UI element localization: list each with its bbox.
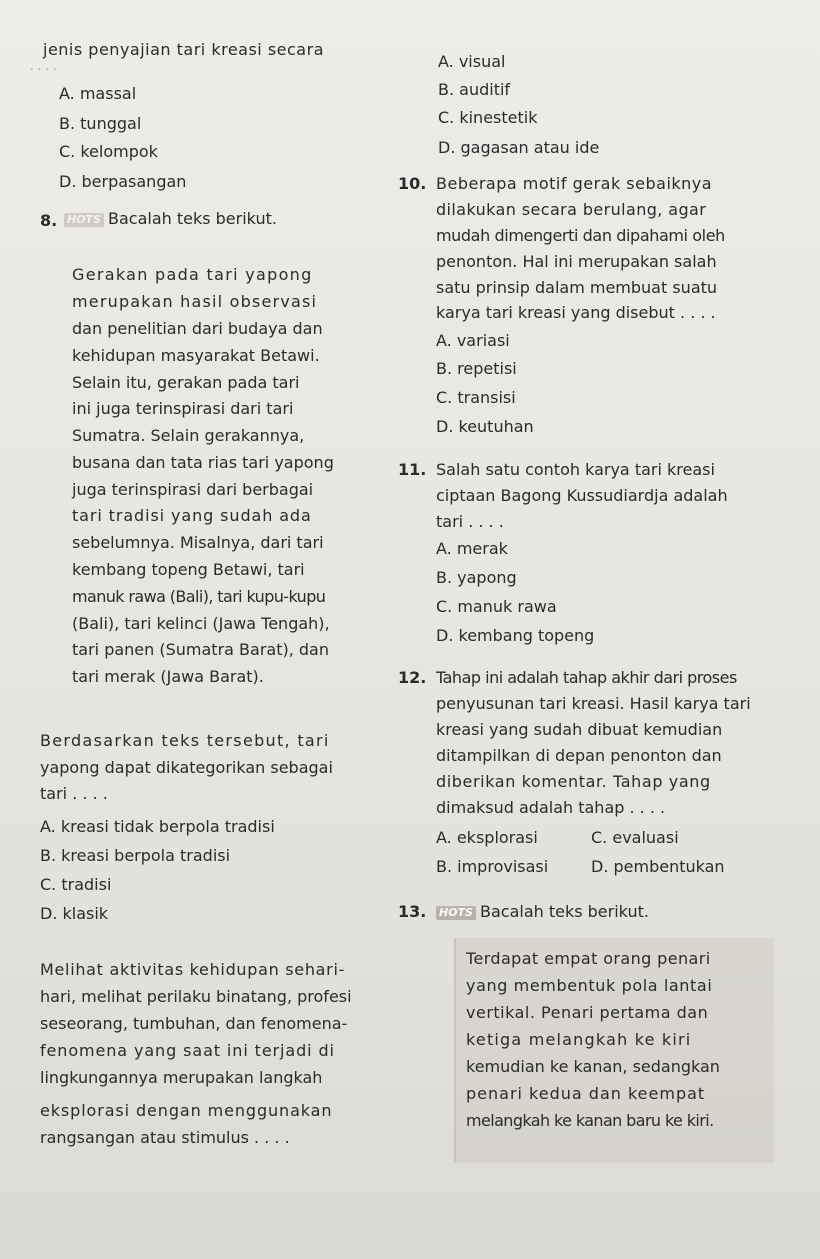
- q-melihat-line: fenomena yang saat ini terjadi di: [40, 1041, 335, 1060]
- q11-number: 11.: [398, 460, 427, 479]
- q12-stem-line: kreasi yang sudah dibuat kemudian: [436, 720, 723, 739]
- q9-option-d: D. gagasan atau ide: [438, 138, 600, 157]
- q12-stem-line: Tahap ini adalah tahap akhir dari proses: [436, 668, 737, 687]
- q8-question-line: Berdasarkan teks tersebut, tari: [40, 731, 330, 750]
- q9-option-a: A. visual: [438, 52, 506, 71]
- q8-option-d: D. klasik: [40, 904, 109, 923]
- q11-stem-line: ciptaan Bagong Kussudiardja adalah: [436, 486, 728, 505]
- q8-passage-line: busana dan tata rias tari yapong: [72, 453, 334, 472]
- q7-stem: jenis penyajian tari kreasi secara: [43, 40, 324, 59]
- q8-passage-line: Selain itu, gerakan pada tari: [72, 373, 300, 392]
- q8-passage-line: merupakan hasil observasi: [72, 292, 318, 311]
- q10-stem-line: satu prinsip dalam membuat suatu: [436, 278, 718, 297]
- q9-option-b: B. auditif: [438, 80, 511, 99]
- q13-intro: Bacalah teks berikut.: [479, 902, 649, 921]
- q7-option-a: A. massal: [59, 84, 137, 103]
- q8-intro: Bacalah teks berikut.: [107, 209, 277, 228]
- q13-passage-line: vertikal. Penari pertama dan: [466, 1003, 709, 1022]
- q8-option-a: A. kreasi tidak berpola tradisi: [40, 817, 275, 836]
- q8-passage-line: Sumatra. Selain gerakannya,: [72, 426, 305, 445]
- q13-passage-line: melangkah ke kanan baru ke kiri.: [466, 1111, 714, 1130]
- q-melihat-line: Melihat aktivitas kehidupan sehari-: [40, 960, 346, 979]
- q9-option-c: C. kinestetik: [438, 108, 538, 127]
- q8-option-c: C. tradisi: [40, 875, 112, 894]
- q8-passage-line: ini juga terinspirasi dari tari: [72, 399, 294, 418]
- q13-passage-rule: [454, 938, 456, 1163]
- q12-stem-line: penyusunan tari kreasi. Hasil karya tari: [436, 694, 751, 713]
- q7-option-c: C. kelompok: [59, 142, 158, 161]
- q-melihat-line: seseorang, tumbuhan, dan fenomena-: [40, 1014, 348, 1033]
- q11-option-d: D. kembang topeng: [436, 626, 595, 645]
- hots-badge: HOTS: [64, 213, 104, 227]
- q8-passage-line: tari merak (Jawa Barat).: [72, 667, 264, 686]
- q10-number: 10.: [398, 174, 427, 193]
- q8-passage-line: kembang topeng Betawi, tari: [72, 560, 305, 579]
- q10-stem-line: Beberapa motif gerak sebaiknya: [436, 174, 713, 193]
- q8-passage-line: tari tradisi yang sudah ada: [72, 506, 312, 525]
- q-melihat-line: hari, melihat perilaku binatang, profesi: [40, 987, 352, 1006]
- hots-badge: HOTS: [436, 906, 476, 920]
- q12-option-a: A. eksplorasi: [436, 828, 538, 847]
- q11-option-c: C. manuk rawa: [436, 597, 557, 616]
- q-melihat-line: lingkungannya merupakan langkah: [40, 1068, 323, 1087]
- q8-option-b: B. kreasi berpola tradisi: [40, 846, 231, 865]
- q12-number: 12.: [398, 668, 427, 687]
- q12-stem-line: diberikan komentar. Tahap yang: [436, 772, 711, 791]
- q8-passage-line: kehidupan masyarakat Betawi.: [72, 346, 320, 365]
- q13-passage-line: yang membentuk pola lantai: [466, 976, 713, 995]
- q10-option-a: A. variasi: [436, 331, 510, 350]
- q12-option-d: D. pembentukan: [591, 857, 725, 876]
- q8-passage-line: (Bali), tari kelinci (Jawa Tengah),: [72, 614, 330, 633]
- q13-passage-line: ketiga melangkah ke kiri: [466, 1030, 692, 1049]
- q10-stem-line: mudah dimengerti dan dipahami oleh: [436, 226, 725, 245]
- q12-option-b: B. improvisasi: [436, 857, 549, 876]
- q10-stem-line: karya tari kreasi yang disebut . . . .: [436, 303, 716, 322]
- q8-number: 8.: [40, 211, 58, 230]
- q8-passage-line: tari panen (Sumatra Barat), dan: [72, 640, 329, 659]
- q11-option-a: A. merak: [436, 539, 508, 558]
- q12-option-c: C. evaluasi: [591, 828, 679, 847]
- q8-question-line: yapong dapat dikategorikan sebagai: [40, 758, 333, 777]
- q13-number: 13.: [398, 902, 427, 921]
- q8-heading: [64, 209, 277, 229]
- q-melihat-line: eksplorasi dengan menggunakan: [40, 1101, 333, 1120]
- q-melihat-line: rangsangan atau stimulus . . . .: [40, 1128, 290, 1147]
- q10-stem-line: dilakukan secara berulang, agar: [436, 200, 707, 219]
- q10-option-d: D. keutuhan: [436, 417, 534, 436]
- q11-option-b: B. yapong: [436, 568, 517, 587]
- q7-option-d: D. berpasangan: [59, 172, 187, 191]
- q7-dots: . . . .: [30, 59, 57, 73]
- q8-passage-line: dan penelitian dari budaya dan: [72, 319, 323, 338]
- q12-stem-line: ditampilkan di depan penonton dan: [436, 746, 722, 765]
- q8-passage-line: sebelumnya. Misalnya, dari tari: [72, 533, 324, 552]
- q11-stem-line: Salah satu contoh karya tari kreasi: [436, 460, 715, 479]
- q13-passage-line: Terdapat empat orang penari: [466, 949, 711, 968]
- q8-question-line: tari . . . .: [40, 784, 108, 803]
- q13-heading: [436, 902, 649, 922]
- q10-option-b: B. repetisi: [436, 359, 517, 378]
- q13-passage-line: penari kedua dan keempat: [466, 1084, 706, 1103]
- q10-stem-line: penonton. Hal ini merupakan salah: [436, 252, 717, 271]
- q8-passage-line: juga terinspirasi dari berbagai: [72, 480, 314, 499]
- q8-passage-line: manuk rawa (Bali), tari kupu-kupu: [72, 587, 326, 606]
- q8-passage-line: Gerakan pada tari yapong: [72, 265, 313, 284]
- q7-option-b: B. tunggal: [59, 114, 142, 133]
- q13-passage-line: kemudian ke kanan, sedangkan: [466, 1057, 720, 1076]
- q12-stem-line: dimaksud adalah tahap . . . .: [436, 798, 666, 817]
- q10-option-c: C. transisi: [436, 388, 516, 407]
- q11-stem-line: tari . . . .: [436, 512, 504, 531]
